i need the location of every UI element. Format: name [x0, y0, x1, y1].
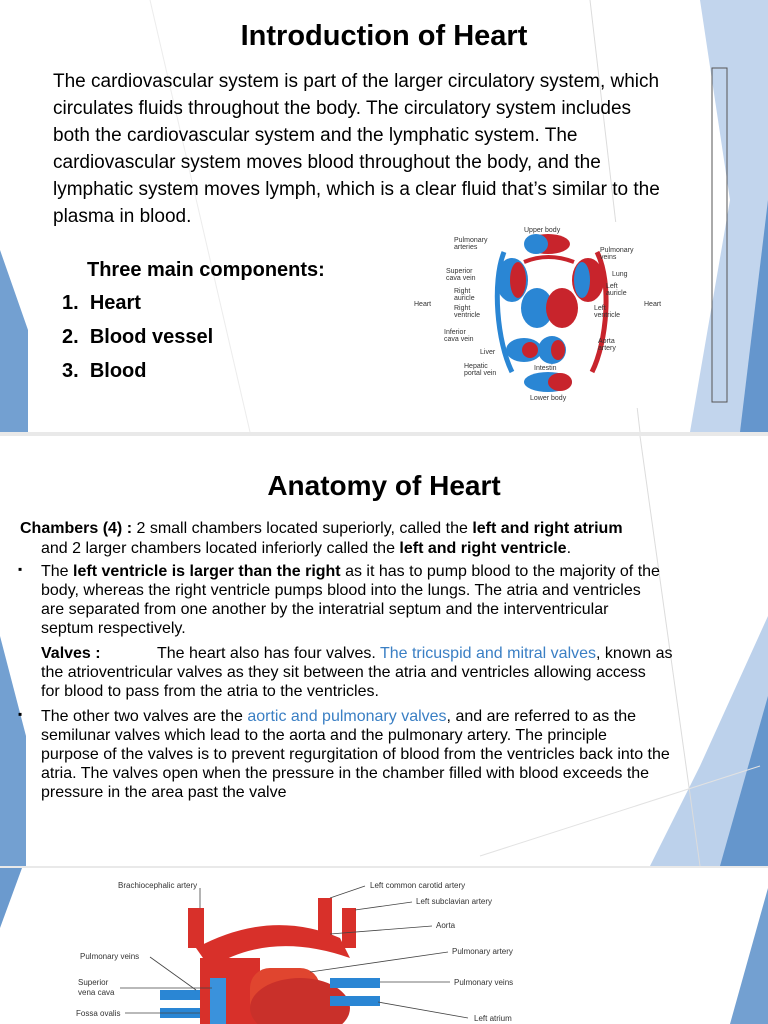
label-aorta-artery: Aorta: [598, 338, 615, 345]
slide-anatomy: [0, 436, 768, 866]
chambers-bold: left and right atrium: [472, 520, 623, 537]
component-number: 2.: [62, 326, 79, 348]
label-left-auricle: Left: [606, 283, 618, 290]
chambers-bold: left and right ventricle: [399, 540, 567, 557]
label-pulmonary-arteries: Pulmonary: [454, 237, 488, 244]
semilunar-text: The other two valves are the: [41, 708, 248, 725]
label-intestin: Intestin: [534, 365, 557, 372]
chambers-paragraph: [20, 519, 750, 538]
label-left-ventricle: Left: [594, 305, 606, 312]
left-lung-arterial: [510, 262, 526, 298]
ventricle-bullet: [41, 562, 761, 638]
intro-line: circulates fluids throughout the body. The circulatory system includes: [53, 98, 632, 119]
label-aorta: Aorta: [436, 921, 456, 930]
semilunar-line: purpose of the valves is to prevent regurgitation of blood from the ventricles back into the: [41, 746, 670, 763]
label-superior-cava: Superior: [446, 268, 473, 275]
semilunar-line: pressure in the area past the valve: [41, 784, 287, 801]
slide-introduction: [0, 0, 768, 432]
ventricle-line: are separated from one another by the interatrial septum and the interventricular: [41, 601, 609, 618]
leader-line: [355, 902, 412, 910]
chambers-text: 2 small chambers located superiorly, called the: [136, 520, 473, 537]
valves-text: , known as: [596, 645, 673, 662]
label-heart-left: Heart: [414, 301, 432, 308]
pulmonary-vein-right-lower: [330, 996, 380, 1006]
ventricle-text: as it has to pump blood to the majority of the: [340, 563, 660, 580]
semilunar-text: , and are referred to as the: [446, 708, 636, 725]
ventricle-text: The: [41, 563, 74, 580]
label-pulmonary-arteries: arteries: [454, 244, 478, 251]
label-pulmonary-veins-right: Pulmonary veins: [454, 978, 514, 987]
bullet-marker: ▪: [18, 707, 23, 721]
leader-line: [310, 952, 448, 972]
heart-left-side: [546, 288, 578, 328]
bullet-marker: ▪: [18, 562, 23, 576]
right-lung-venous: [574, 262, 590, 298]
left-deco-shape: [0, 636, 26, 866]
component-item: [62, 326, 213, 349]
label-right-ventricle: ventricle: [454, 312, 481, 319]
leader-line: [330, 886, 365, 898]
label-superior-vena-cava: Superior: [78, 978, 109, 987]
label-superior-cava: cava vein: [446, 275, 476, 282]
pulmonary-vein-left-upper: [160, 990, 200, 1000]
chambers-text: and 2 larger chambers located inferiorly called the: [41, 540, 400, 557]
label-hepatic-portal: portal vein: [464, 370, 497, 377]
semilunar-line: semilunar valves which lead to the aorta and the pulmonary artery. The principle: [41, 727, 607, 744]
chambers-line2: [41, 539, 751, 558]
valves-line: the atrioventricular valves as they sit between the atria and ventricles allowing access: [41, 664, 646, 681]
ventricle-line: septum respectively.: [41, 620, 186, 637]
label-upper-body: Upper body: [524, 227, 561, 234]
label-left-atrium: Left atrium: [474, 1014, 512, 1023]
label-liver: Liver: [480, 349, 496, 356]
component-label: Blood vessel: [89, 326, 214, 348]
intro-line: plasma in blood.: [53, 206, 192, 227]
label-superior-vena-cava: vena cava: [78, 988, 115, 997]
valves-line: [41, 644, 761, 663]
valves-text: The heart also has four valves.: [157, 645, 380, 662]
label-left-auricle: auricle: [606, 290, 627, 297]
label-right-auricle: Right: [454, 288, 471, 295]
circulation-diagram: [412, 222, 682, 408]
label-left-subclavian: Left subclavian artery: [416, 897, 493, 906]
label-heart-right: Heart: [644, 301, 662, 308]
label-brachiocephalic-artery: Brachiocephalic artery: [118, 881, 198, 890]
intestine-arterial: [551, 340, 565, 360]
liver-arterial: [522, 342, 538, 358]
leader-line: [378, 1002, 468, 1018]
valves-lead: Valves :: [41, 645, 101, 662]
label-pulmonary-veins: Pulmonary: [600, 247, 634, 254]
valves-link[interactable]: The tricuspid and mitral valves: [379, 645, 597, 662]
left-deco-shape: [0, 868, 22, 928]
intro-line: lymphatic system moves lymph, which is a clear fluid that’s similar to the: [53, 179, 660, 200]
label-pulmonary-veins-left: Pulmonary veins: [80, 952, 140, 961]
label-left-common-carotid: Left common carotid artery: [370, 881, 466, 890]
ventricle-bold: left ventricle is larger than the right: [73, 563, 341, 580]
ventricle-line: [41, 562, 761, 581]
label-right-auricle: auricle: [454, 295, 475, 302]
valves-line: for blood to pass from the atria to the ventricles.: [41, 683, 379, 700]
label-hepatic-portal: Hepatic: [464, 363, 488, 370]
pulmonary-vein-right-upper: [330, 978, 380, 988]
valves-paragraph: [41, 644, 761, 701]
label-lung: Lung: [612, 271, 628, 278]
leader-line: [150, 957, 196, 990]
superior-vena-cava: [210, 978, 226, 1024]
slide2-title: Anatomy of Heart: [267, 470, 501, 501]
label-right-ventricle: Right: [454, 305, 471, 312]
heart-anatomy-diagram: [0, 868, 768, 1024]
intro-line: both the cardiovascular system and the lymphatic system. The: [53, 125, 578, 146]
semilunar-link[interactable]: aortic and pulmonary valves: [247, 708, 447, 725]
intro-paragraph: [53, 68, 733, 230]
intro-line: The cardiovascular system is part of the larger circulatory system, which: [53, 71, 660, 92]
left-subclavian-artery: [342, 908, 356, 948]
label-lower-body: Lower body: [530, 395, 567, 402]
component-item: [62, 292, 141, 315]
semilunar-line: atria. The valves open when the pressure in the chamber filled with blood exceeds the: [41, 765, 650, 782]
component-number: 3.: [62, 360, 79, 382]
semilunar-bullet: [41, 707, 761, 802]
left-deco-shape: [0, 250, 28, 432]
label-fossa-ovalis: Fossa ovalis: [76, 1009, 121, 1018]
right-deco-shape: [730, 888, 768, 1024]
ventricle-line: body, whereas the right ventricle pumps blood into the lungs. The atria and ventricles: [41, 582, 641, 599]
slide1-title: Introduction of Heart: [240, 20, 528, 52]
label-left-ventricle: ventricle: [594, 312, 621, 319]
label-pulmonary-veins: veins: [600, 254, 617, 261]
label-aorta-artery: artery: [598, 345, 616, 352]
component-label: Blood: [89, 360, 147, 382]
components-heading: Three main components:: [87, 259, 325, 281]
semilunar-line: [41, 707, 761, 726]
component-number: 1.: [62, 292, 79, 314]
component-item: [62, 360, 146, 383]
upper-body-capillary-venous: [524, 234, 548, 254]
chambers-text: .: [566, 540, 572, 557]
label-inferior-cava: cava vein: [444, 336, 474, 343]
lower-body-arterial: [548, 373, 572, 391]
intro-line: cardiovascular system moves blood throughout the body, and the: [53, 152, 601, 173]
label-inferior-cava: Inferior: [444, 329, 466, 336]
label-pulmonary-artery: Pulmonary artery: [452, 947, 513, 956]
component-label: Heart: [89, 292, 141, 314]
slide-heart-diagram: [0, 868, 768, 1024]
chambers-lead: Chambers (4) :: [20, 520, 137, 537]
brachiocephalic-artery: [188, 908, 204, 948]
